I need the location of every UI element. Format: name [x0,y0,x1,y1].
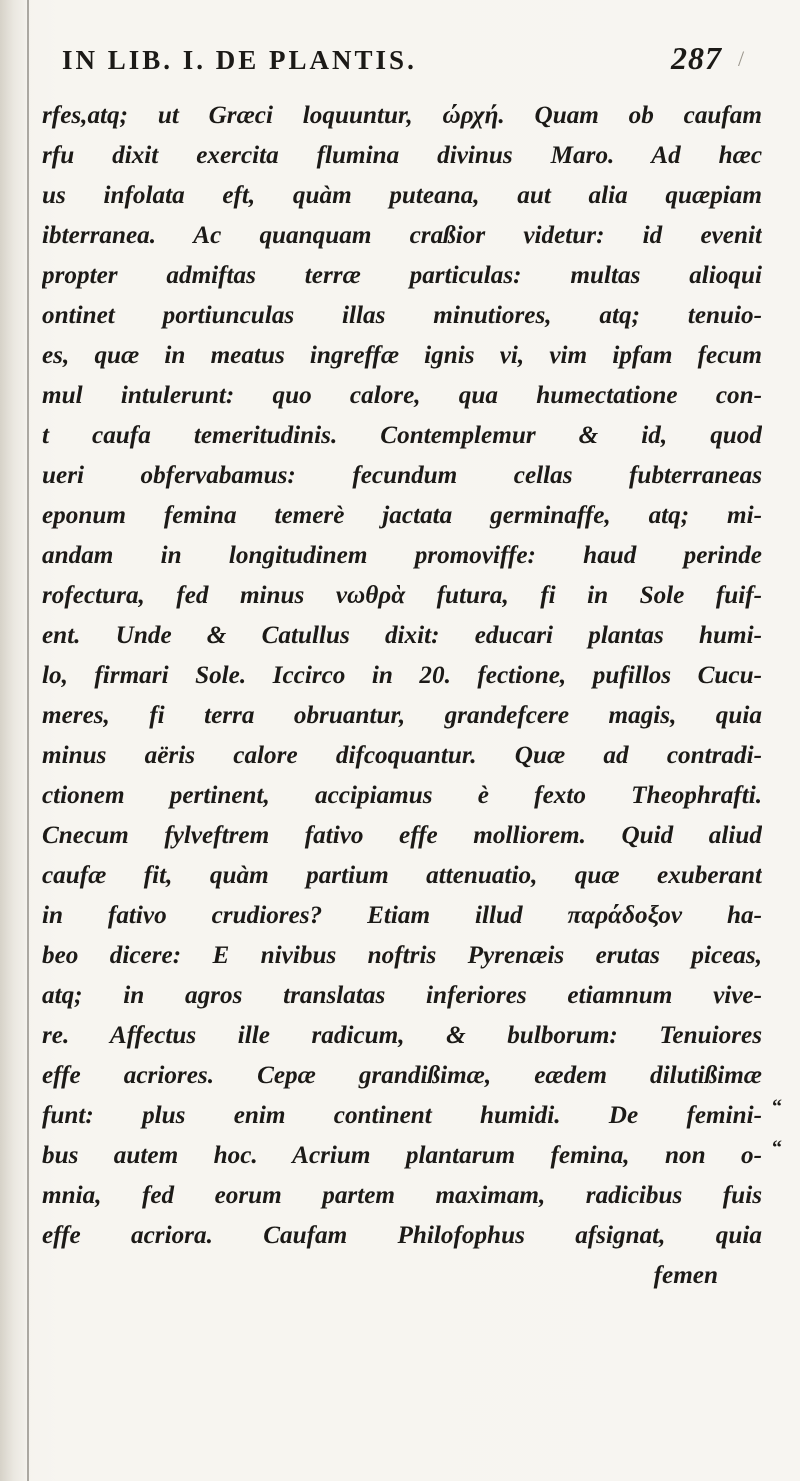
text-line: minus aëris calore difcoquantur. Quæ ad contradi- [42,742,762,769]
text-line: ueri obfervabamus: fecundum cellas fubterraneas [42,462,762,489]
text-line: t caufa temeritudinis. Contemplemur & id, quod [42,422,762,449]
text-line: femen [653,1262,718,1289]
page-number: 287 [671,40,722,76]
binding-gutter [0,0,26,1481]
text-line: lo, firmari Sole. Iccirco in 20. fectione, pufillos Cucu- [42,662,762,689]
text-line: us infolata eft, quàm puteana, aut alia quæpiam [42,182,762,209]
text-line: ibterranea. Ac quanquam craßior videtur: id evenit [42,222,762,249]
margin-quote-mark: “ [772,1096,782,1118]
margin-quote-marks [772,0,796,1481]
text-line: ent. Unde & Catullus dixit: educari plantas humi- [42,622,762,649]
gutter-edge-line [27,0,29,1481]
running-header [62,40,722,84]
text-line: Cnecum fylveftrem fativo effe molliorem. Quid aliud [42,822,762,849]
text-line: caufæ fit, quàm partium attenuatio, quæ exuberant [42,862,762,889]
text-line: ontinet portiunculas illas minutiores, atq; tenuio- [42,302,762,329]
text-line: mul intulerunt: quo calore, qua humectatione con- [42,382,762,409]
text-line: rfes,atq; ut Græci loquuntur, ώρχή. Quam ob caufam [42,102,762,129]
text-line: rfu dixit exercita flumina divinus Maro. Ad hæc [42,142,762,169]
page-edge-mark: / [738,46,745,71]
text-line: es, quæ in meatus ingreffæ ignis vi, vim ipfam fecum [42,342,762,369]
text-line: atq; in agros translatas inferiores etiamnum vive- [42,982,762,1009]
text-line: mnia, fed eorum partem maximam, radicibus fuis [42,1182,762,1209]
text-line: effe acriora. Caufam Philofophus afsignat, quia [42,1222,762,1249]
margin-quote-mark: “ [772,1137,782,1159]
text-line: effe acriores. Cepæ grandißimæ, eædem dilutißimæ [42,1062,762,1089]
text-line: funt: plus enim continent humidi. De femini- [42,1102,762,1129]
text-line: ctionem pertinent, accipiamus è fexto Theophrafti. [42,782,762,809]
text-line: andam in longitudinem promoviffe: haud perinde [42,542,762,569]
running-title: IN LIB. I. DE PLANTIS. [62,45,417,75]
text-line: re. Affectus ille radicum, & bulborum: Tenuiores [42,1022,762,1049]
text-line: in fativo crudiores? Etiam illud παράδοξον ha- [42,902,762,929]
text-line: bus autem hoc. Acrium plantarum femina, non o- [42,1142,762,1169]
text-line: eponum femina temerè jactata germinaffe, atq; mi- [42,502,762,529]
body-text [42,96,762,1296]
text-line: meres, fi terra obruantur, grandefcere magis, quia [42,702,762,729]
text-line: rofectura, fed minus νωθρὰ futura, fi in Sole fuif- [42,582,762,609]
text-line: propter admiftas terræ particulas: multas alioqui [42,262,762,289]
text-line: beo dicere: E nivibus noftris Pyrenæis erutas piceas, [42,942,762,969]
